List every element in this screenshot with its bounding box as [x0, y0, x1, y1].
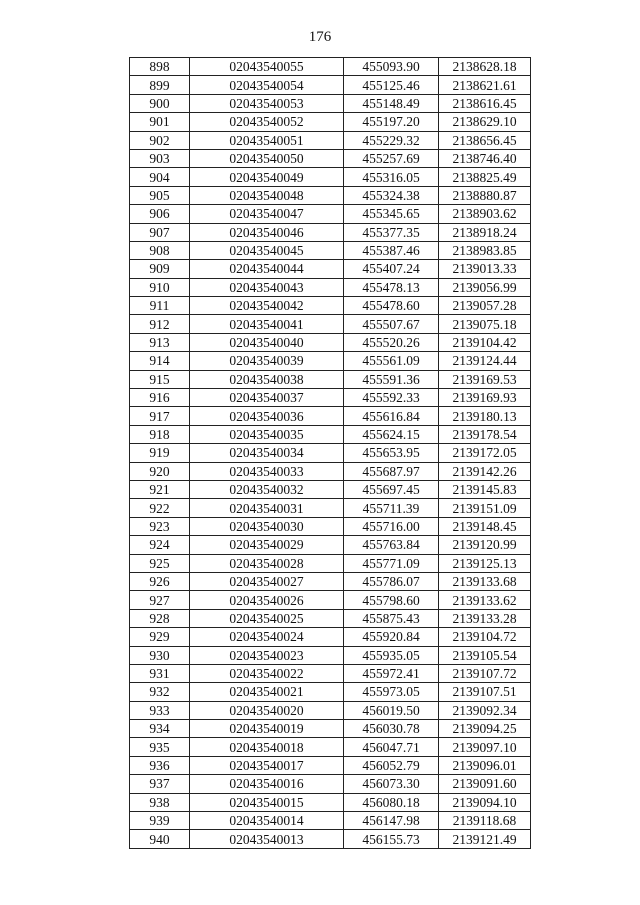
point-id-cell: 02043540053 — [190, 94, 344, 112]
coordinates-table — [129, 57, 531, 849]
y-coordinate-cell: 2139178.54 — [439, 425, 531, 443]
point-number-cell: 903 — [130, 149, 190, 167]
table-row — [130, 628, 531, 646]
table-row — [130, 223, 531, 241]
point-id-cell: 02043540027 — [190, 572, 344, 590]
point-number-cell: 925 — [130, 554, 190, 572]
y-coordinate-cell: 2139013.33 — [439, 260, 531, 278]
table-row — [130, 425, 531, 443]
table-row — [130, 646, 531, 664]
point-id-cell: 02043540032 — [190, 480, 344, 498]
table-row — [130, 205, 531, 223]
table-row — [130, 352, 531, 370]
point-number-cell: 907 — [130, 223, 190, 241]
x-coordinate-cell: 455316.05 — [344, 168, 439, 186]
point-number-cell: 904 — [130, 168, 190, 186]
x-coordinate-cell: 455798.60 — [344, 591, 439, 609]
point-number-cell: 931 — [130, 664, 190, 682]
point-id-cell: 02043540017 — [190, 756, 344, 774]
x-coordinate-cell: 455624.15 — [344, 425, 439, 443]
table-row — [130, 591, 531, 609]
x-coordinate-cell: 455229.32 — [344, 131, 439, 149]
table-row — [130, 58, 531, 76]
point-number-cell: 924 — [130, 536, 190, 554]
x-coordinate-cell: 455507.67 — [344, 315, 439, 333]
table-row — [130, 609, 531, 627]
x-coordinate-cell: 455763.84 — [344, 536, 439, 554]
y-coordinate-cell: 2139172.05 — [439, 444, 531, 462]
table-row — [130, 517, 531, 535]
point-number-cell: 917 — [130, 407, 190, 425]
x-coordinate-cell: 455687.97 — [344, 462, 439, 480]
y-coordinate-cell: 2139133.28 — [439, 609, 531, 627]
point-id-cell: 02043540034 — [190, 444, 344, 462]
table-row — [130, 76, 531, 94]
table-row — [130, 793, 531, 811]
point-number-cell: 913 — [130, 333, 190, 351]
x-coordinate-cell: 455771.09 — [344, 554, 439, 572]
y-coordinate-cell: 2138628.18 — [439, 58, 531, 76]
point-id-cell: 02043540022 — [190, 664, 344, 682]
x-coordinate-cell: 455935.05 — [344, 646, 439, 664]
point-number-cell: 926 — [130, 572, 190, 590]
point-number-cell: 902 — [130, 131, 190, 149]
point-number-cell: 940 — [130, 830, 190, 848]
point-id-cell: 02043540035 — [190, 425, 344, 443]
point-number-cell: 936 — [130, 756, 190, 774]
point-number-cell: 923 — [130, 517, 190, 535]
point-id-cell: 02043540036 — [190, 407, 344, 425]
point-id-cell: 02043540049 — [190, 168, 344, 186]
point-id-cell: 02043540045 — [190, 241, 344, 259]
table-row — [130, 572, 531, 590]
table-row — [130, 536, 531, 554]
point-number-cell: 932 — [130, 683, 190, 701]
x-coordinate-cell: 455592.33 — [344, 389, 439, 407]
table-row — [130, 462, 531, 480]
table-row — [130, 812, 531, 830]
point-number-cell: 927 — [130, 591, 190, 609]
x-coordinate-cell: 455478.13 — [344, 278, 439, 296]
point-number-cell: 929 — [130, 628, 190, 646]
point-number-cell: 928 — [130, 609, 190, 627]
point-number-cell: 918 — [130, 425, 190, 443]
x-coordinate-cell: 456019.50 — [344, 701, 439, 719]
point-number-cell: 910 — [130, 278, 190, 296]
point-id-cell: 02043540048 — [190, 186, 344, 204]
table-row — [130, 480, 531, 498]
point-id-cell: 02043540044 — [190, 260, 344, 278]
x-coordinate-cell: 455324.38 — [344, 186, 439, 204]
y-coordinate-cell: 2139169.93 — [439, 389, 531, 407]
y-coordinate-cell: 2139105.54 — [439, 646, 531, 664]
y-coordinate-cell: 2139120.99 — [439, 536, 531, 554]
table-row — [130, 333, 531, 351]
point-id-cell: 02043540015 — [190, 793, 344, 811]
point-id-cell: 02043540024 — [190, 628, 344, 646]
point-id-cell: 02043540039 — [190, 352, 344, 370]
x-coordinate-cell: 455148.49 — [344, 94, 439, 112]
point-id-cell: 02043540013 — [190, 830, 344, 848]
x-coordinate-cell: 456080.18 — [344, 793, 439, 811]
point-number-cell: 933 — [130, 701, 190, 719]
x-coordinate-cell: 455716.00 — [344, 517, 439, 535]
point-number-cell: 898 — [130, 58, 190, 76]
y-coordinate-cell: 2138918.24 — [439, 223, 531, 241]
point-id-cell: 02043540025 — [190, 609, 344, 627]
table-row — [130, 775, 531, 793]
point-number-cell: 939 — [130, 812, 190, 830]
table-row — [130, 701, 531, 719]
point-id-cell: 02043540021 — [190, 683, 344, 701]
point-number-cell: 920 — [130, 462, 190, 480]
point-number-cell: 915 — [130, 370, 190, 388]
point-number-cell: 905 — [130, 186, 190, 204]
y-coordinate-cell: 2139118.68 — [439, 812, 531, 830]
point-id-cell: 02043540051 — [190, 131, 344, 149]
y-coordinate-cell: 2138880.87 — [439, 186, 531, 204]
y-coordinate-cell: 2139096.01 — [439, 756, 531, 774]
point-number-cell: 909 — [130, 260, 190, 278]
y-coordinate-cell: 2139121.49 — [439, 830, 531, 848]
x-coordinate-cell: 456073.30 — [344, 775, 439, 793]
table-row — [130, 315, 531, 333]
x-coordinate-cell: 455407.24 — [344, 260, 439, 278]
table-row — [130, 113, 531, 131]
table-row — [130, 407, 531, 425]
point-number-cell: 922 — [130, 499, 190, 517]
y-coordinate-cell: 2139169.53 — [439, 370, 531, 388]
table-row — [130, 756, 531, 774]
y-coordinate-cell: 2139180.13 — [439, 407, 531, 425]
table-row — [130, 278, 531, 296]
y-coordinate-cell: 2139091.60 — [439, 775, 531, 793]
x-coordinate-cell: 456155.73 — [344, 830, 439, 848]
point-number-cell: 912 — [130, 315, 190, 333]
point-number-cell: 916 — [130, 389, 190, 407]
y-coordinate-cell: 2139107.72 — [439, 664, 531, 682]
y-coordinate-cell: 2138656.45 — [439, 131, 531, 149]
y-coordinate-cell: 2139145.83 — [439, 480, 531, 498]
x-coordinate-cell: 455711.39 — [344, 499, 439, 517]
y-coordinate-cell: 2138629.10 — [439, 113, 531, 131]
table-row — [130, 297, 531, 315]
x-coordinate-cell: 455345.65 — [344, 205, 439, 223]
point-id-cell: 02043540055 — [190, 58, 344, 76]
point-number-cell: 900 — [130, 94, 190, 112]
table-row — [130, 738, 531, 756]
point-number-cell: 908 — [130, 241, 190, 259]
x-coordinate-cell: 455561.09 — [344, 352, 439, 370]
table-row — [130, 444, 531, 462]
point-number-cell: 935 — [130, 738, 190, 756]
point-number-cell: 921 — [130, 480, 190, 498]
y-coordinate-cell: 2139075.18 — [439, 315, 531, 333]
y-coordinate-cell: 2139057.28 — [439, 297, 531, 315]
point-number-cell: 938 — [130, 793, 190, 811]
point-id-cell: 02043540050 — [190, 149, 344, 167]
table-row — [130, 186, 531, 204]
x-coordinate-cell: 455973.05 — [344, 683, 439, 701]
x-coordinate-cell: 455478.60 — [344, 297, 439, 315]
point-number-cell: 914 — [130, 352, 190, 370]
x-coordinate-cell: 455920.84 — [344, 628, 439, 646]
point-id-cell: 02043540023 — [190, 646, 344, 664]
point-number-cell: 937 — [130, 775, 190, 793]
point-id-cell: 02043540033 — [190, 462, 344, 480]
point-id-cell: 02043540014 — [190, 812, 344, 830]
x-coordinate-cell: 455377.35 — [344, 223, 439, 241]
table-row — [130, 720, 531, 738]
y-coordinate-cell: 2138903.62 — [439, 205, 531, 223]
x-coordinate-cell: 456052.79 — [344, 756, 439, 774]
x-coordinate-cell: 455093.90 — [344, 58, 439, 76]
point-id-cell: 02043540042 — [190, 297, 344, 315]
y-coordinate-cell: 2139133.68 — [439, 572, 531, 590]
point-number-cell: 901 — [130, 113, 190, 131]
point-id-cell: 02043540029 — [190, 536, 344, 554]
x-coordinate-cell: 456147.98 — [344, 812, 439, 830]
table-row — [130, 149, 531, 167]
x-coordinate-cell: 455387.46 — [344, 241, 439, 259]
table-row — [130, 499, 531, 517]
x-coordinate-cell: 455197.20 — [344, 113, 439, 131]
x-coordinate-cell: 455591.36 — [344, 370, 439, 388]
point-id-cell: 02043540020 — [190, 701, 344, 719]
table-row — [130, 131, 531, 149]
point-number-cell: 919 — [130, 444, 190, 462]
point-id-cell: 02043540054 — [190, 76, 344, 94]
y-coordinate-cell: 2139151.09 — [439, 499, 531, 517]
point-id-cell: 02043540031 — [190, 499, 344, 517]
point-id-cell: 02043540043 — [190, 278, 344, 296]
y-coordinate-cell: 2138746.40 — [439, 149, 531, 167]
y-coordinate-cell: 2139148.45 — [439, 517, 531, 535]
point-id-cell: 02043540026 — [190, 591, 344, 609]
x-coordinate-cell: 455697.45 — [344, 480, 439, 498]
y-coordinate-cell: 2139133.62 — [439, 591, 531, 609]
point-id-cell: 02043540041 — [190, 315, 344, 333]
y-coordinate-cell: 2139107.51 — [439, 683, 531, 701]
point-number-cell: 906 — [130, 205, 190, 223]
table-body — [130, 58, 531, 849]
table-row — [130, 554, 531, 572]
point-id-cell: 02043540016 — [190, 775, 344, 793]
point-id-cell: 02043540052 — [190, 113, 344, 131]
x-coordinate-cell: 456030.78 — [344, 720, 439, 738]
x-coordinate-cell: 455125.46 — [344, 76, 439, 94]
y-coordinate-cell: 2139094.25 — [439, 720, 531, 738]
y-coordinate-cell: 2139056.99 — [439, 278, 531, 296]
y-coordinate-cell: 2139104.72 — [439, 628, 531, 646]
y-coordinate-cell: 2138616.45 — [439, 94, 531, 112]
table-row — [130, 664, 531, 682]
x-coordinate-cell: 455257.69 — [344, 149, 439, 167]
table-row — [130, 389, 531, 407]
y-coordinate-cell: 2139125.13 — [439, 554, 531, 572]
table-row — [130, 94, 531, 112]
point-id-cell: 02043540028 — [190, 554, 344, 572]
point-number-cell: 911 — [130, 297, 190, 315]
point-id-cell: 02043540038 — [190, 370, 344, 388]
table-row — [130, 683, 531, 701]
y-coordinate-cell: 2138983.85 — [439, 241, 531, 259]
point-id-cell: 02043540030 — [190, 517, 344, 535]
table-row — [130, 260, 531, 278]
table-row — [130, 241, 531, 259]
x-coordinate-cell: 456047.71 — [344, 738, 439, 756]
point-id-cell: 02043540018 — [190, 738, 344, 756]
x-coordinate-cell: 455653.95 — [344, 444, 439, 462]
x-coordinate-cell: 455972.41 — [344, 664, 439, 682]
point-id-cell: 02043540037 — [190, 389, 344, 407]
table-row — [130, 830, 531, 848]
y-coordinate-cell: 2138621.61 — [439, 76, 531, 94]
y-coordinate-cell: 2138825.49 — [439, 168, 531, 186]
point-id-cell: 02043540047 — [190, 205, 344, 223]
point-id-cell: 02043540019 — [190, 720, 344, 738]
point-number-cell: 899 — [130, 76, 190, 94]
point-id-cell: 02043540040 — [190, 333, 344, 351]
table-row — [130, 168, 531, 186]
y-coordinate-cell: 2139124.44 — [439, 352, 531, 370]
x-coordinate-cell: 455520.26 — [344, 333, 439, 351]
x-coordinate-cell: 455616.84 — [344, 407, 439, 425]
table-row — [130, 370, 531, 388]
y-coordinate-cell: 2139094.10 — [439, 793, 531, 811]
x-coordinate-cell: 455875.43 — [344, 609, 439, 627]
y-coordinate-cell: 2139104.42 — [439, 333, 531, 351]
point-number-cell: 930 — [130, 646, 190, 664]
point-number-cell: 934 — [130, 720, 190, 738]
page-number: 176 — [308, 29, 332, 45]
y-coordinate-cell: 2139092.34 — [439, 701, 531, 719]
y-coordinate-cell: 2139097.10 — [439, 738, 531, 756]
x-coordinate-cell: 455786.07 — [344, 572, 439, 590]
y-coordinate-cell: 2139142.26 — [439, 462, 531, 480]
point-id-cell: 02043540046 — [190, 223, 344, 241]
